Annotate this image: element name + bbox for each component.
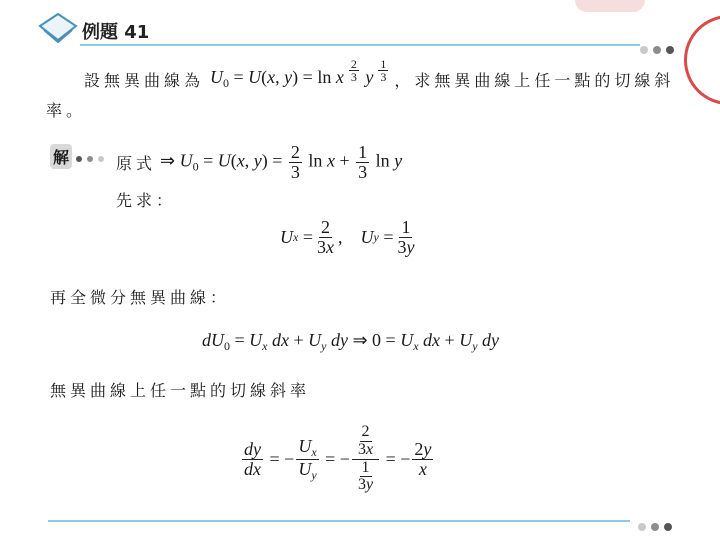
original-equation: 原式 ⇒ $U_0 = U(x$, y) = $\frac{2}{3}$ ln x + $\frac{1}{3}$ ln y	[116, 142, 403, 182]
total-diff-label: 再全微分無異曲線：	[50, 288, 231, 307]
footer-dots	[638, 516, 672, 535]
partial-derivatives: U x = $\frac{2}{3x}$ , U y = $\frac{1}{3y}$	[280, 217, 415, 257]
problem-question: ，求無異曲線上任一點的切線斜	[394, 71, 675, 90]
footer-rule	[48, 520, 630, 522]
utility-function: $U_0 = U(x$, y) = ln x $^{\frac{2}{3}}$ y $^{\frac{1}{3}}$	[210, 56, 387, 90]
original-label: 原式	[116, 153, 157, 173]
header-rule	[80, 44, 640, 46]
total-diff-equation: $dU_0 = U_x$ dx + $U_y$ dy ⇒ $0 = U_x$ dx + $U_y$ dy	[202, 330, 500, 353]
decor-circle	[684, 15, 720, 105]
slope-equation: $\frac{dy}{dx}$ = − $\frac{U_x}{U_y}$ = − $\frac{\frac{2}{3x}}{\frac{1}{3y}}$ = − $\frac{2y}{x}$	[244, 423, 432, 494]
book-icon	[38, 12, 78, 48]
solution-badge-label: 解	[50, 144, 72, 169]
slope-label: 無異曲線上任一點的切線斜率	[50, 381, 311, 400]
header	[38, 10, 678, 50]
problem-line-2: 率。	[46, 101, 87, 120]
header-title: 例題 41	[82, 22, 150, 43]
first-label: 先求：	[116, 191, 177, 210]
problem-intro: 設無異曲線為	[84, 71, 205, 90]
problem-line-1	[84, 55, 674, 91]
solution-badge	[50, 144, 104, 169]
